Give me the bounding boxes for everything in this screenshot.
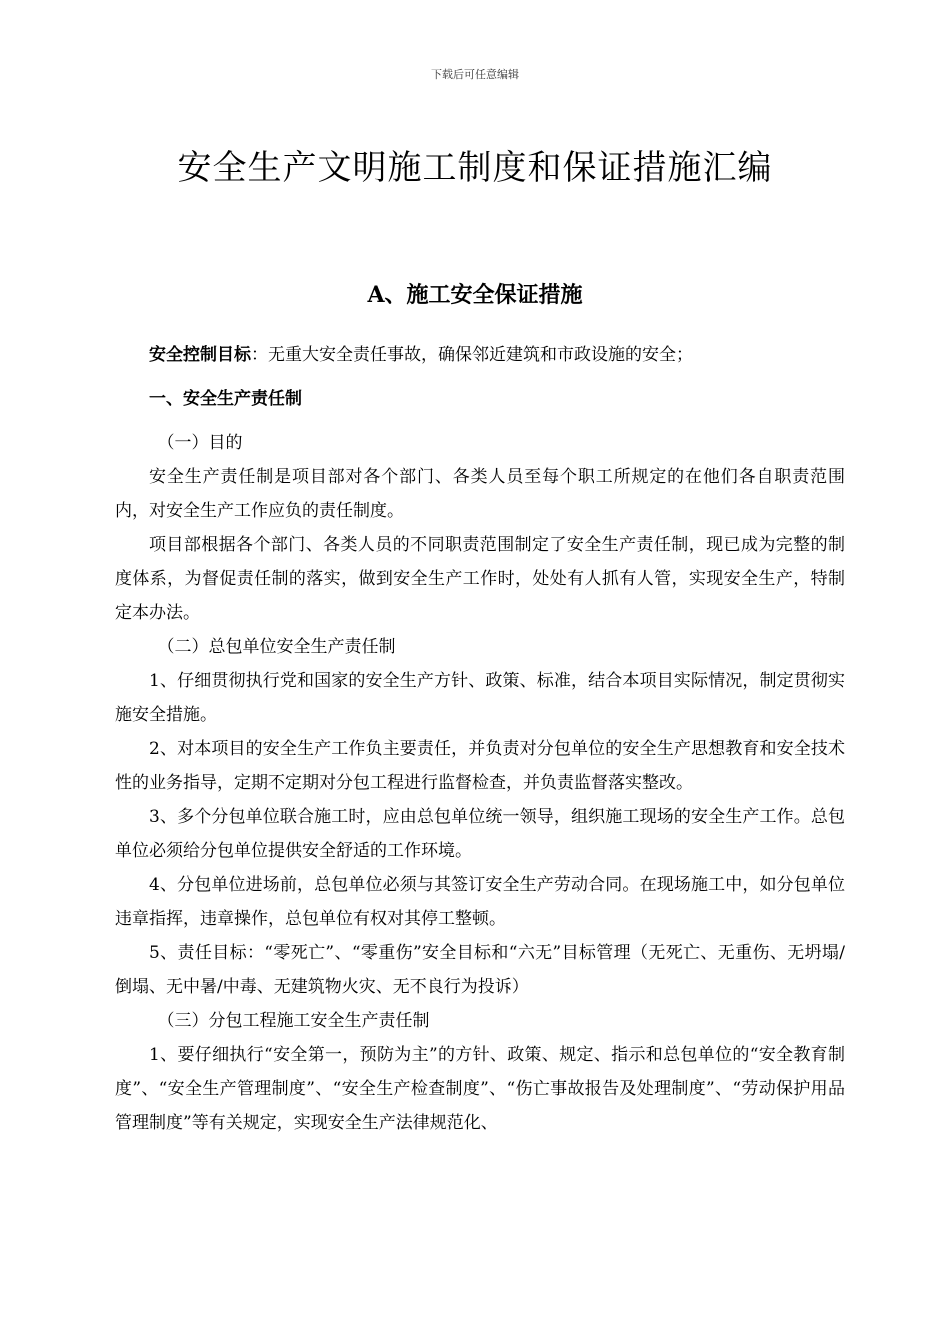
sub2-item: 2、对本项目的安全生产工作负主要责任，并负责对分包单位的安全生产思想教育和安全技术性的业务指导，定期不定期对分包工程进行监督检查，并负责监督落实整改。 <box>115 739 845 793</box>
sub2-item: 4、分包单位进场前，总包单位必须与其签订安全生产劳动合同。在现场施工中，如分包单位违章指挥，违章操作，总包单位有权对其停工整顿。 <box>115 875 845 929</box>
document-title: 安全生产文明施工制度和保证措施汇编 <box>177 148 773 188</box>
section-a-heading: A、施工安全保证措施 <box>367 282 583 308</box>
sub3-heading: （三）分包工程施工安全生产责任制 <box>157 1011 430 1031</box>
sub2-item: 1、仔细贯彻执行党和国家的安全生产方针、政策、标准，结合本项目实际情况，制定贯彻实施安全措施。 <box>115 671 845 725</box>
sub2-item: 5、责任目标：“零死亡”、“零重伤”安全目标和“六无”目标管理（无死亡、无重伤、无坍塌/倒塌、无中暑/中毒、无建筑物火灾、无不良行为投诉） <box>115 943 845 997</box>
part-one-heading: 一、安全生产责任制 <box>149 389 302 409</box>
sub2-item: 3、多个分包单位联合施工时，应由总包单位统一领导，组织施工现场的安全生产工作。总包单位必须给分包单位提供安全舒适的工作环境。 <box>115 807 845 861</box>
sub3-item: 1、要仔细执行“安全第一，预防为主”的方针、政策、规定、指示和总包单位的“安全教育制度”、“安全生产管理制度”、“安全生产检查制度”、“伤亡事故报告及处理制度”、“劳动保护用品管理制度”等有关规定，实现安全生产法律规范化、 <box>115 1045 845 1133</box>
sub2-heading: （二）总包单位安全生产责任制 <box>157 637 396 657</box>
sub1-paragraph: 项目部根据各个部门、各类人员的不同职责范围制定了安全生产责任制，现已成为完整的制度体系，为督促责任制的落实，做到安全生产工作时，处处有人抓有人管，实现安全生产，特制定本办法。 <box>115 535 845 623</box>
safety-target-text: ：无重大安全责任事故，确保邻近建筑和市政设施的安全； <box>251 345 693 365</box>
safety-target-paragraph <box>115 338 845 372</box>
document-body <box>115 338 845 1140</box>
sub1-heading: （一）目的 <box>157 433 243 453</box>
safety-target-label: 安全控制目标 <box>149 345 251 365</box>
header-note: 下载后可任意编辑 <box>431 68 519 81</box>
sub1-paragraph: 安全生产责任制是项目部对各个部门、各类人员至每个职工所规定的在他们各自职责范围内，对安全生产工作应负的责任制度。 <box>115 467 845 521</box>
